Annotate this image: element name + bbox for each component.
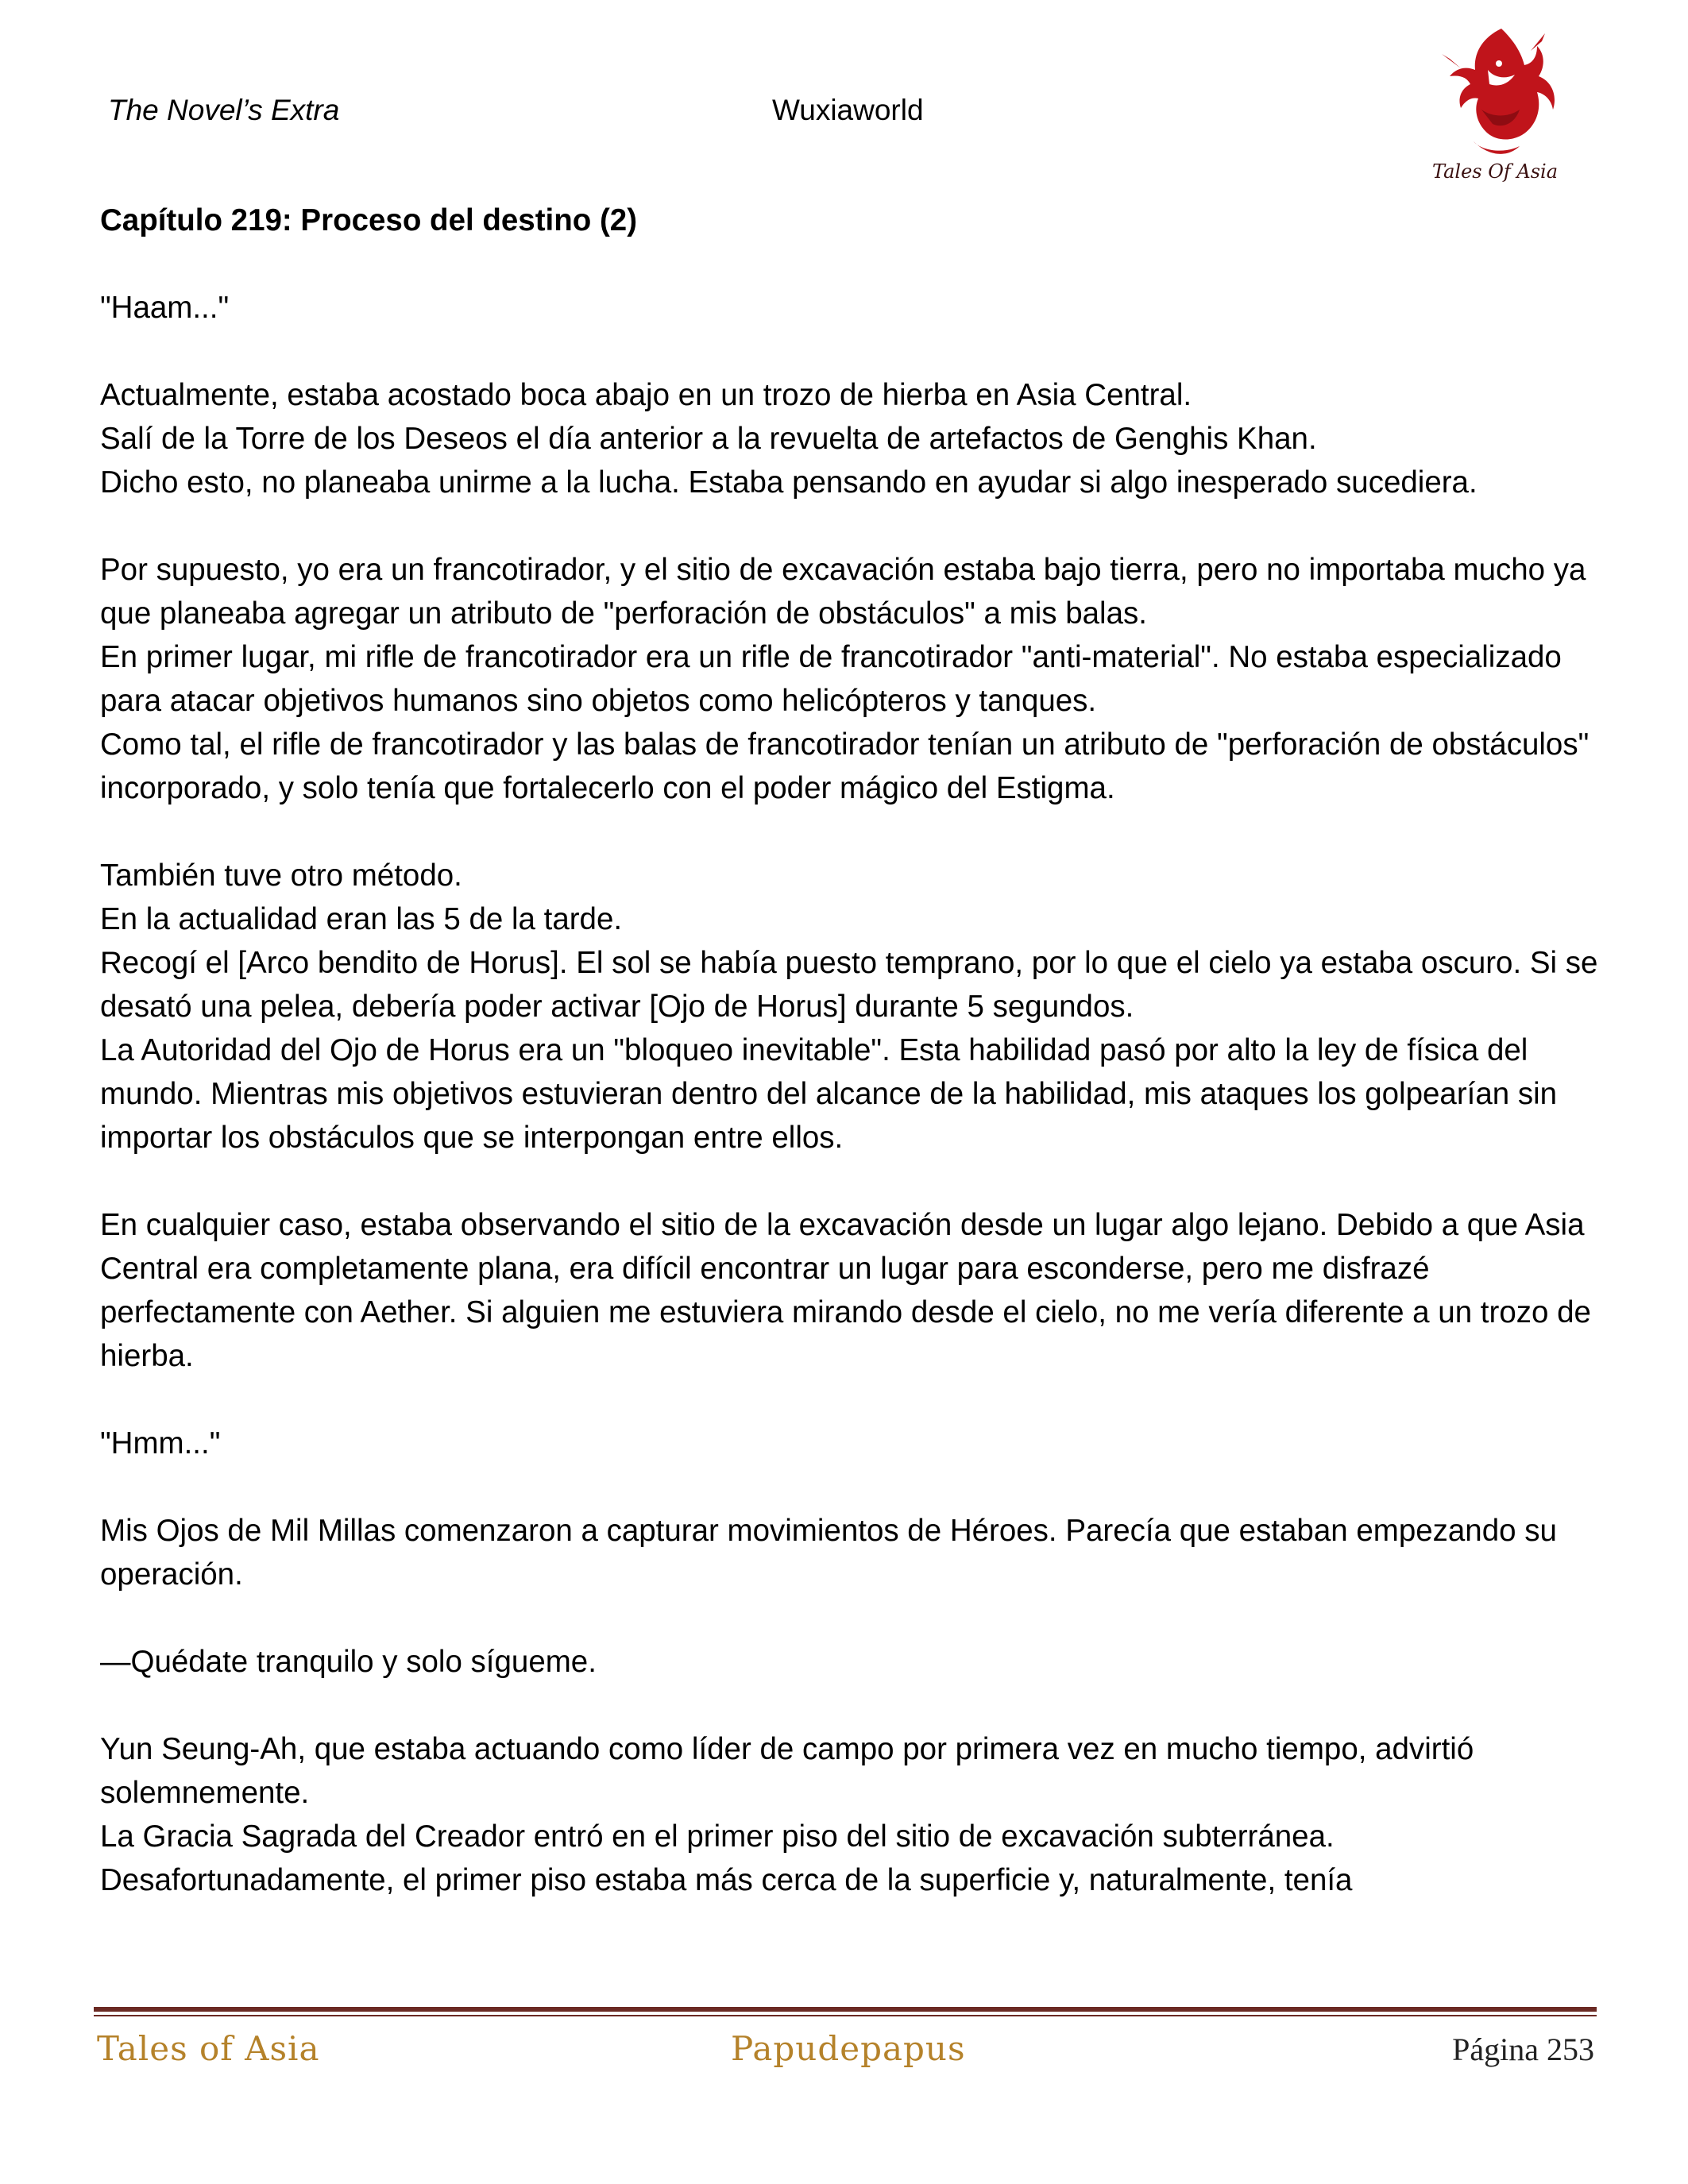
paragraph-spacer	[100, 1160, 1601, 1203]
paragraph-spacer	[100, 1465, 1601, 1509]
body-paragraph: Actualmente, estaba acostado boca abajo en un trozo de hierba en Asia Central.	[100, 378, 1192, 412]
page-number: Página 253	[1452, 2032, 1594, 2067]
body-paragraph: "Hmm..."	[100, 1426, 221, 1461]
paragraph-spacer	[100, 504, 1601, 548]
page-header	[108, 94, 1458, 133]
body-paragraph: En primer lugar, mi rifle de francotirador era un rifle de francotirador "anti-material". No estaba especializado para atacar objetivos humanos sino objetos como helicópteros y tanques.	[100, 640, 1562, 718]
site-name: Wuxiaworld	[772, 94, 924, 126]
paragraph-spacer	[100, 1378, 1601, 1422]
footer-translator: Papudepapus	[731, 2029, 966, 2068]
body-paragraph: La Gracia Sagrada del Creador entró en el primer piso del sitio de excavación subterránea.	[100, 1819, 1335, 1854]
paragraph-list	[100, 286, 1601, 1902]
body-paragraph: Desafortunadamente, el primer piso estaba más cerca de la superficie y, naturalmente, tenía	[100, 1863, 1353, 1897]
paragraph-spacer	[100, 810, 1601, 854]
body-paragraph: También tuve otro método.	[100, 859, 462, 893]
paragraph-spacer	[100, 1596, 1601, 1640]
body-paragraph: Yun Seung-Ah, que estaba actuando como líder de campo por primera vez en mucho tiempo, advirtió solemnemente.	[100, 1732, 1474, 1810]
body-paragraph: Como tal, el rifle de francotirador y las balas de francotirador tenían un atributo de "perforación de obstáculos" incorporado, y solo tenía que fortalecerlo con el poder mágico del Estigma.	[100, 727, 1590, 805]
body-paragraph: La Autoridad del Ojo de Horus era un "bloqueo inevitable". Esta habilidad pasó por alto la ley de física del mundo. Mientras mis objetivos estuvieran dentro del alcance de la habilidad, mis ataques los golpearían sin importar los obstáculos que se interpongan entre ellos.	[100, 1033, 1558, 1155]
body-paragraph: En cualquier caso, estaba observando el sitio de la excavación desde un lugar algo lejano. Debido a que Asia Central era completamente plana, era difícil encontrar un lugar para esconderse, pero me disfrazé perfectamente con Aether. Si alguien me estuviera mirando desde el cielo, no me vería diferente a un trozo de hierba.	[100, 1208, 1591, 1373]
spacer	[100, 242, 1601, 286]
body-paragraph: Recogí el [Arco bendito de Horus]. El sol se había puesto temprano, por lo que el cielo ya estaba oscuro. Si se desató una pelea, debería poder activar [Ojo de Horus] durante 5 segundos.	[100, 946, 1598, 1024]
chapter-content	[100, 199, 1601, 1902]
footer-divider-thin	[94, 2015, 1597, 2016]
red-dragon-logo-icon	[1426, 22, 1565, 189]
body-paragraph: En la actualidad eran las 5 de la tarde.	[100, 902, 623, 936]
body-paragraph: Mis Ojos de Mil Millas comenzaron a capturar movimientos de Héroes. Parecía que estaban empezando su operación.	[100, 1514, 1557, 1592]
paragraph-spacer	[100, 1684, 1601, 1727]
body-paragraph: Por supuesto, yo era un francotirador, y el sitio de excavación estaba bajo tierra, pero no importaba mucho ya que planeaba agregar un atributo de "perforación de obstáculos" a mis balas.	[100, 553, 1586, 631]
body-paragraph: Salí de la Torre de los Deseos el día anterior a la revuelta de artefactos de Genghis Khan.	[100, 422, 1317, 456]
logo-text: Tales Of Asia	[1431, 160, 1559, 183]
body-paragraph: "Haam..."	[100, 291, 230, 325]
footer-brand: Tales of Asia	[97, 2029, 320, 2068]
body-paragraph: Dicho esto, no planeaba unirme a la lucha. Estaba pensando en ayudar si algo inesperado sucediera.	[100, 465, 1477, 500]
novel-title: The Novel’s Extra	[108, 94, 340, 126]
chapter-title: Capítulo 219: Proceso del destino (2)	[100, 203, 638, 237]
paragraph-spacer	[100, 330, 1601, 373]
body-paragraph: —Quédate tranquilo y solo sígueme.	[100, 1645, 597, 1679]
footer-divider	[94, 2007, 1597, 2012]
